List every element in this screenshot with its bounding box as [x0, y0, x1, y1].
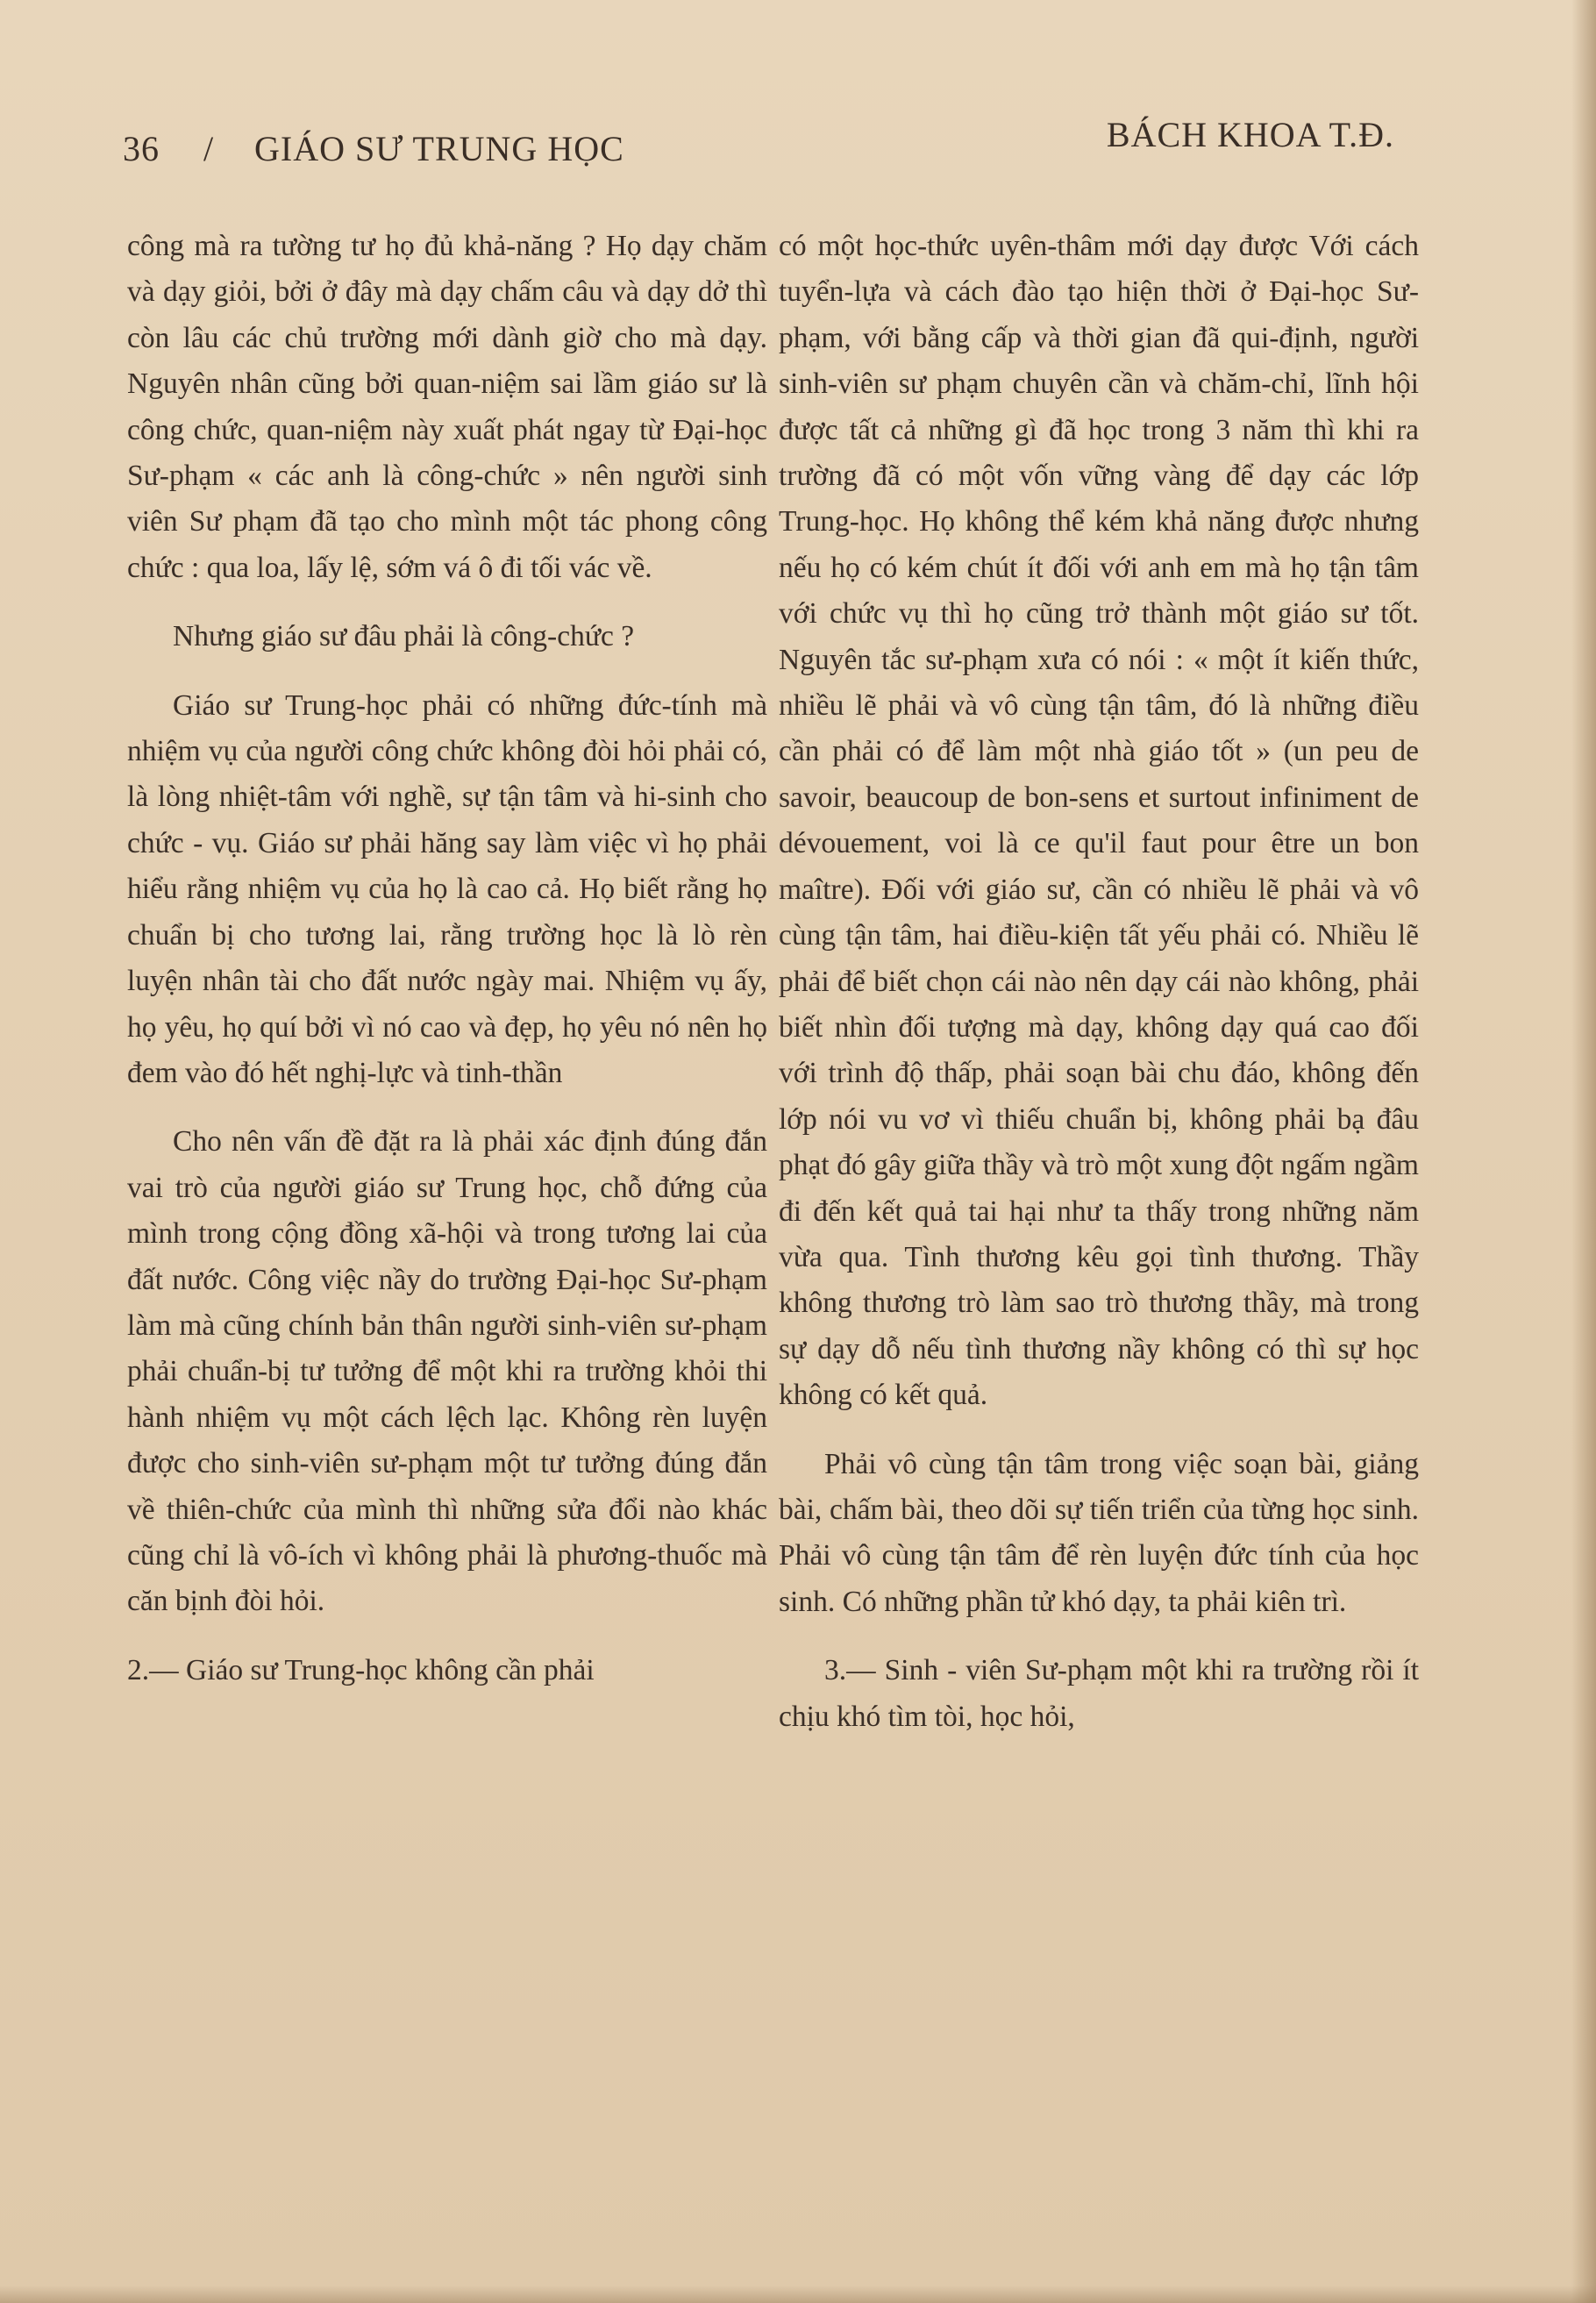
paragraph: Nhưng giáo sư đâu phải là công-chức ? — [173, 620, 635, 653]
running-section-title: GIÁO SƯ TRUNG HỌC — [254, 129, 624, 168]
right-text-column — [779, 224, 1419, 1740]
paragraph: công mà ra tường tư họ đủ khả-năng ? Họ dạy chăm và dạy giỏi, bởi ở đây mà dạy chấm câu và dạy dở thì còn lâu các chủ trường mới dành giờ cho mà dạy. Nguyên nhân cũng bởi quan-niệm sai lầm giáo sư là công chức, quan-niệm này xuất phát ngay từ Đại-học Sư-phạm « các anh là công-chức » nên người sinh viên Sư phạm đã tạo cho mình một tác phong công chức : qua loa, lấy lệ, sớm vá ô đi tối vác về. — [127, 230, 767, 584]
paragraph: Cho nên vấn đề đặt ra là phải xác định đúng đắn vai trò của người giáo sư Trung học, chỗ đứng của mình trong cộng đồng xã-hội và trong tương lai của đất nước. Công việc nầy do trường Đại-học Sư-phạm làm mà cũng chính bản thân người sinh-viên sư-phạm phải chuẩn-bị tư tưởng để một khi ra trường khỏi thi hành nhiệm vụ một cách lệch lạc. Không rèn luyện được cho sinh-viên sư-phạm một tư tưởng đúng đắn về thiên-chức của mình thì những sửa đổi nào khác cũng chỉ là vô-ích vì không phải là phương-thuốc mà căn bịnh đòi hỏi. — [127, 1125, 767, 1618]
header-separator: / — [203, 129, 215, 168]
paragraph: 2.— Giáo sư Trung-học không cần phải — [127, 1653, 595, 1686]
page-bottom-shadow — [0, 2285, 1596, 2303]
page-edge-shadow — [1571, 0, 1596, 2303]
paragraph: Giáo sư Trung-học phải có những đức-tính mà nhiệm vụ của người công chức không đòi hỏi phải có, là lòng nhiệt-tâm với nghề, sự tận tâm và hi-sinh cho chức - vụ. Giáo sư phải hăng say làm việc vì họ phải hiểu rằng nhiệm vụ của họ là cao cả. Họ biết rằng họ chuẩn bị cho tương lai, rằng trường học là lò rèn luyện nhân tài cho đất nước ngày mai. Nhiệm vụ ấy, họ yêu, họ quí bởi vì nó cao và đẹp, họ yêu nó nên họ đem vào đó hết nghị-lực và tinh-thần — [127, 688, 767, 1089]
left-text-column — [127, 224, 767, 1693]
magazine-title: BÁCH KHOA T.Đ. — [1106, 115, 1394, 154]
paragraph: 3.— Sinh - viên Sư-phạm một khi ra trường rồi ít chịu khó tìm tòi, học hỏi, — [779, 1654, 1419, 1733]
page-number: 36 — [123, 129, 160, 168]
paragraph: có một học-thức uyên-thâm mới dạy được Với cách tuyển-lựa và cách đào tạo hiện thời ở Đại-học Sư-phạm, với bằng cấp và thời gian đã qui-định, người sinh-viên sư phạm chuyên cần và chăm-chỉ, lĩnh hội được tất cả những gì đã học trong 3 năm thì khi ra trường đã có một vốn vững vàng để dạy các lớp Trung-học. Họ không thể kém khả năng được nhưng nếu họ có kém chút ít đối với anh em mà họ tận tâm với chức vụ thì họ cũng trở thành một giáo sư tốt. Nguyên tắc sư-phạm xưa có nói : « một ít kiến thức, nhiều lẽ phải và vô cùng tận tâm, đó là những điều cần phải có để làm một nhà giáo tốt » (un peu de savoir, beaucoup de bon-sens et surtout infiniment de dévouement, voi là ce qu'il faut pour être un bon maître). Đối với giáo sư, cần có nhiều lẽ phải và vô cùng tận tâm, hai điều-kiện tất yếu phải có. Nhiều lẽ phải để biết chọn cái nào nên dạy cái nào không, phải biết nhìn đối tượng mà dạy, không dạy quá cao đối với trình độ thấp, phải soạn bài chu đáo, không đến lớp nói vu vơ vì thiếu chuẩn bị, không phải bạ đâu phạt đó gây giữa thầy và trò một xung đột ngấm ngầm đi đến kết quả tai hại như ta thấy trong những năm vừa qua. Tình thương kêu gọi tình thương. Thầy không thương trò làm sao trò thương thầy, mà trong sự dạy dỗ nếu tình thương nầy không có thì sự học không có kết quả. — [779, 230, 1419, 1412]
page-header — [123, 115, 1394, 175]
paragraph: Phải vô cùng tận tâm trong việc soạn bài, giảng bài, chấm bài, theo dõi sự tiến triển của từng học sinh. Phải vô cùng tận tâm để rèn luyện đức tính của học sinh. Có những phần tử khó dạy, ta phải kiên trì. — [779, 1447, 1419, 1618]
